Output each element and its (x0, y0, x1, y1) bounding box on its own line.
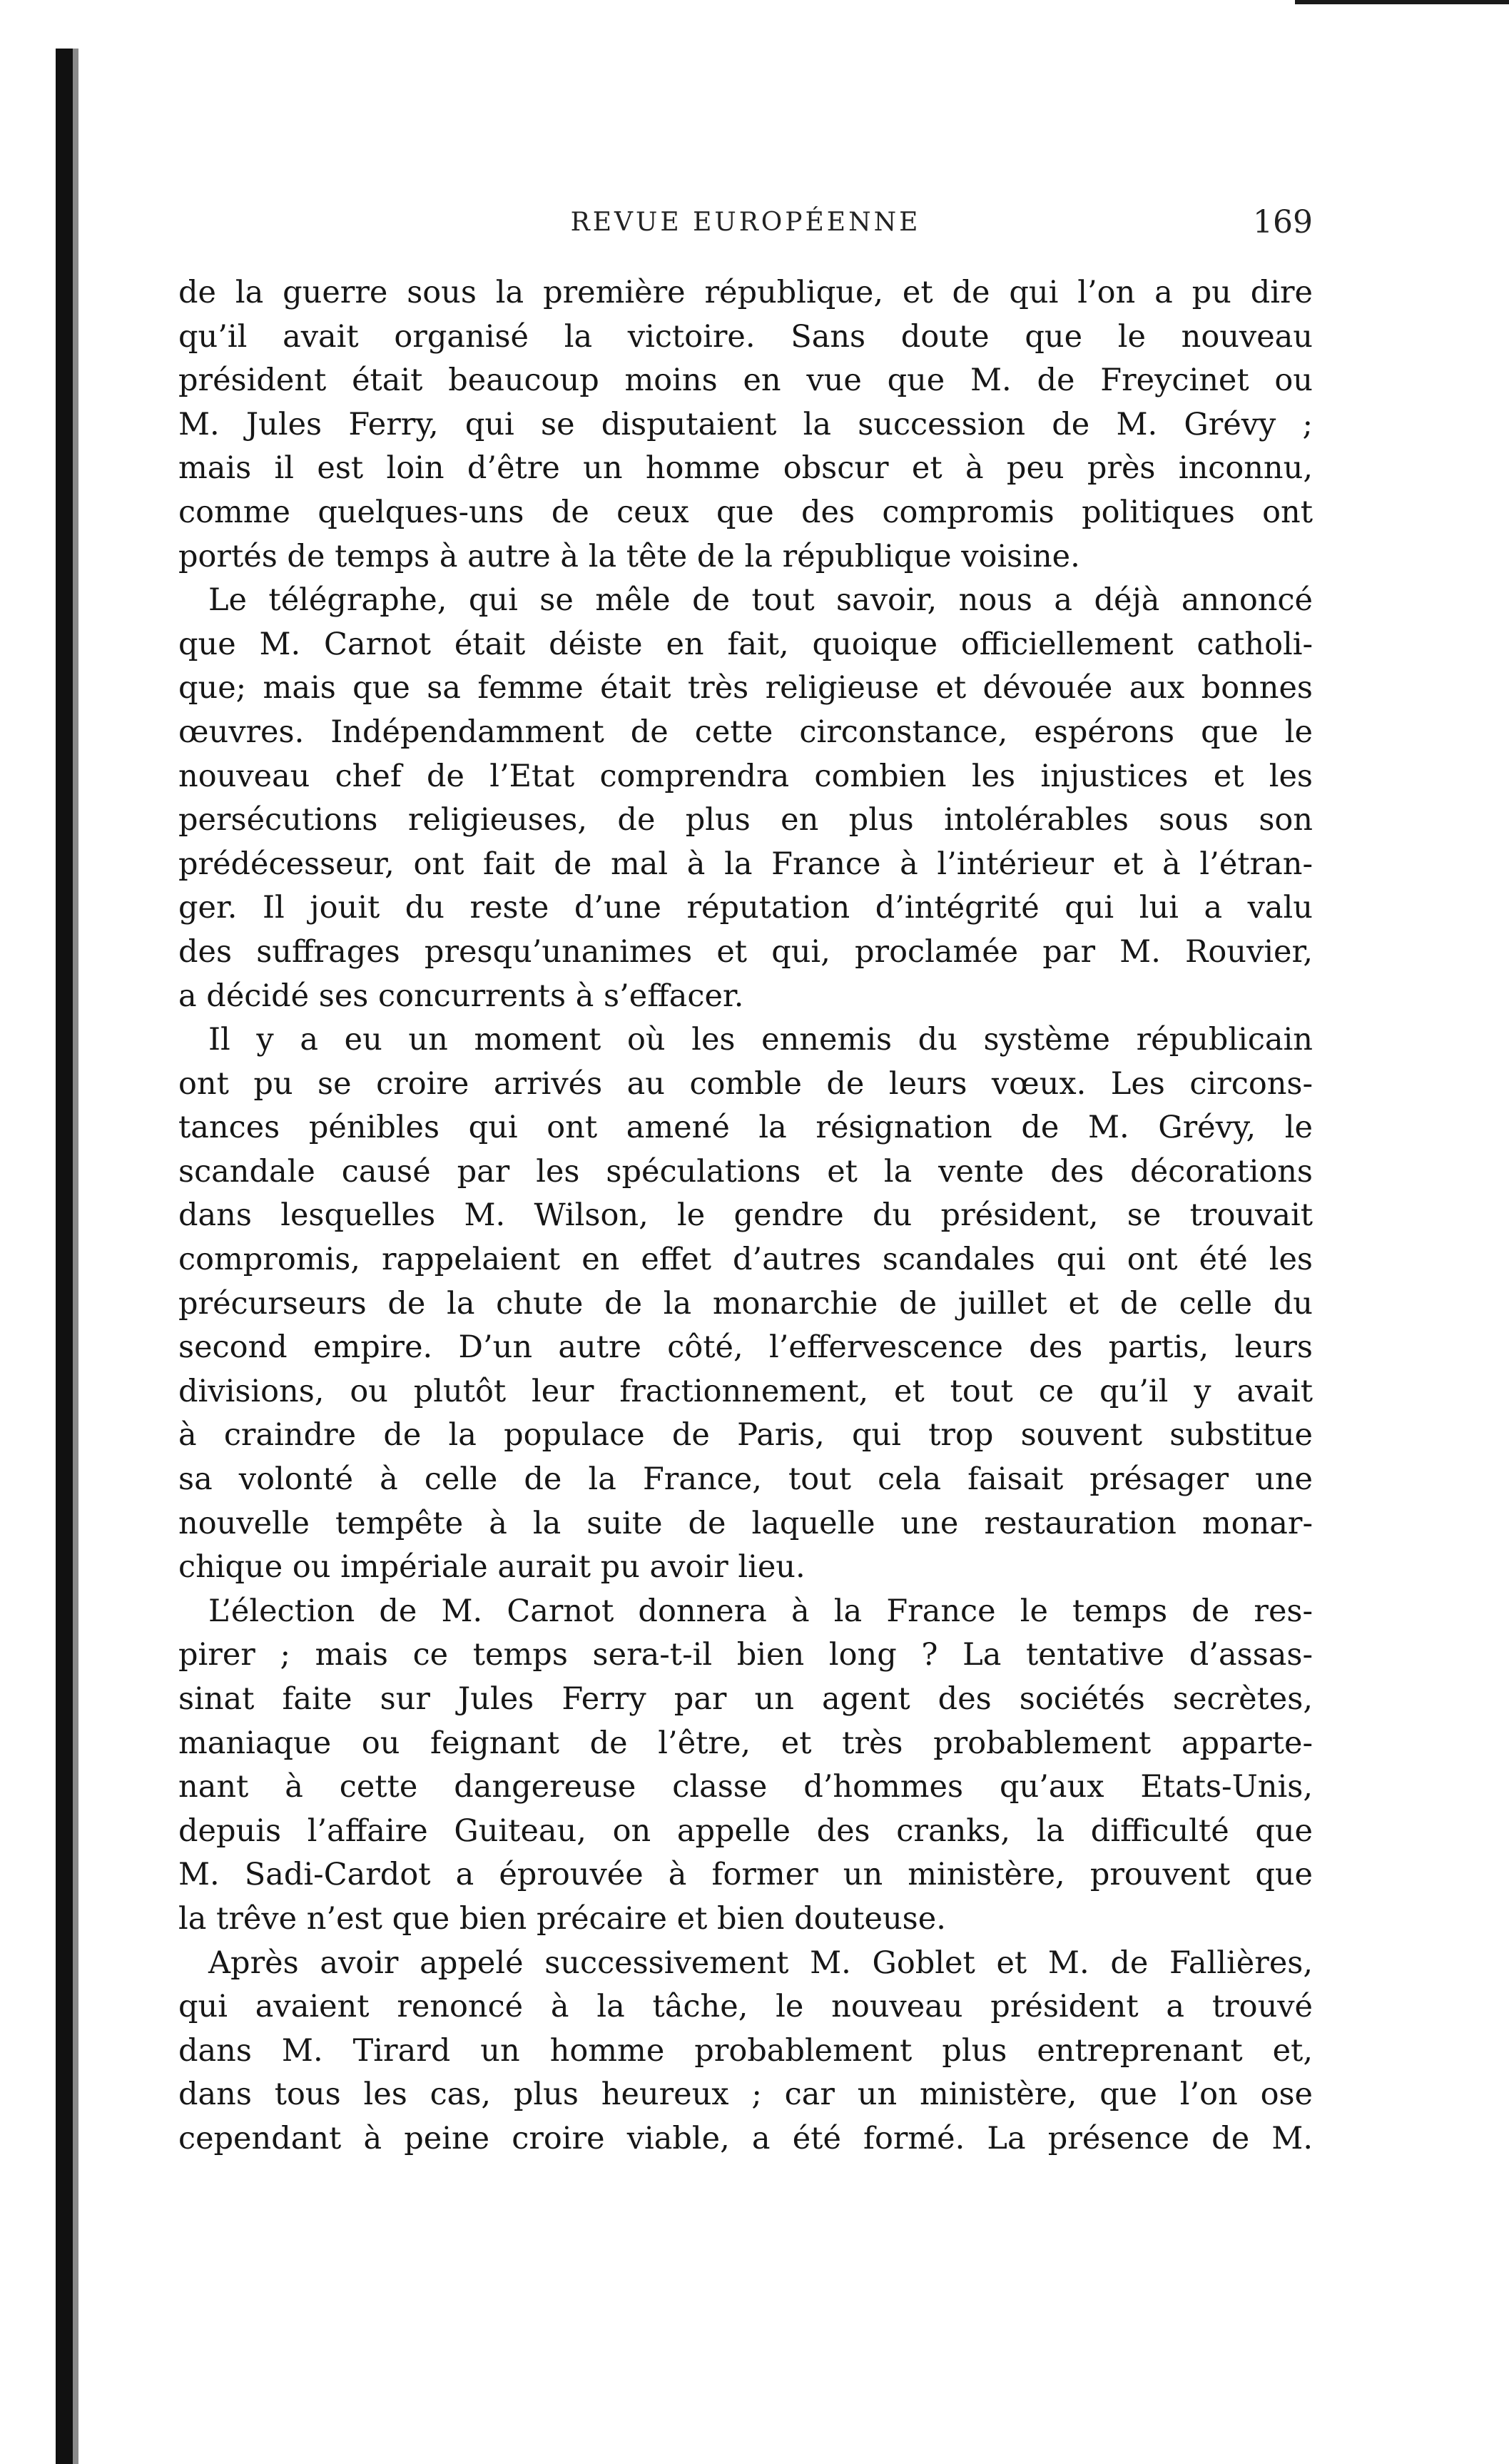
text-line: la trêve n’est que bien précaire et bien douteuse. (178, 1900, 946, 1937)
text-line: que M. Carnot était déiste en fait, quoique officiellement catholi- (178, 626, 1313, 662)
page-header (178, 201, 1313, 244)
text-line: depuis l’affaire Guiteau, on appelle des cranks, la difficulté que (178, 1812, 1313, 1849)
text-line: scandale causé par les spéculations et la vente des décorations (178, 1153, 1313, 1190)
text-line: à craindre de la populace de Paris, qui trop souvent substitue (178, 1417, 1313, 1454)
text-line: nouvelle tempête à la suite de laquelle une restauration monar- (178, 1505, 1313, 1541)
text-line: comme quelques-uns de ceux que des compromis politiques ont (178, 494, 1313, 530)
text-line: divisions, ou plutôt leur fractionnement, et tout ce qu’il y avait (178, 1373, 1313, 1409)
text-line: que; mais que sa femme était très religieuse et dévouée aux bonnes (178, 670, 1313, 706)
text-line: nouveau chef de l’Etat comprendra combien les injustices et les (178, 758, 1313, 794)
text-line: pirer ; mais ce temps sera-t-il bien long ? La tentative d’assas- (178, 1637, 1313, 1673)
text-line: M. Sadi-Cardot a éprouvée à former un ministère, prouvent que (178, 1857, 1313, 1893)
text-line: second empire. D’un autre côté, l’effervescence des partis, leurs (178, 1329, 1313, 1366)
text-line: compromis, rappelaient en effet d’autres scandales qui ont été les (178, 1242, 1313, 1278)
text-line: dans tous les cas, plus heureux ; car un ministère, que l’on ose (178, 2077, 1313, 2113)
text-line: Il y a eu un moment où les ennemis du système républicain (208, 1022, 1313, 1058)
text-line: sa volonté à celle de la France, tout cela faisait présager une (178, 1461, 1313, 1498)
text-line: persécutions religieuses, de plus en plus intolérables sous son (178, 802, 1313, 838)
text-line: Après avoir appelé successivement M. Goblet et M. de Fallières, (208, 1945, 1313, 1981)
text-line: mais il est loin d’être un homme obscur et à peu près inconnu, (178, 450, 1313, 487)
scan-binding-shadow (73, 49, 78, 2464)
text-line: cependant à peine croire viable, a été formé. La présence de M. (178, 2120, 1313, 2156)
text-line: œuvres. Indépendamment de cette circonstance, espérons que le (178, 714, 1313, 750)
text-line: qui avaient renoncé à la tâche, le nouveau président a trouvé (178, 1989, 1313, 2025)
text-line: tances pénibles qui ont amené la résignation de M. Grévy, le (178, 1110, 1313, 1146)
page-number: 169 (1253, 204, 1313, 240)
text-line: L’élection de M. Carnot donnera à la France le temps de res- (208, 1593, 1313, 1629)
text-line: Le télégraphe, qui se mêle de tout savoir, nous a déjà annoncé (208, 582, 1313, 619)
text-line: M. Jules Ferry, qui se disputaient la succession de M. Grévy ; (178, 406, 1313, 442)
text-line: portés de temps à autre à la tête de la république voisine. (178, 538, 1080, 574)
text-line: ont pu se croire arrivés au comble de leurs vœux. Les circons- (178, 1065, 1313, 1102)
text-line: président était beaucoup moins en vue que M. de Freycinet ou (178, 362, 1313, 399)
text-line: nant à cette dangereuse classe d’hommes qu’aux Etats-Unis, (178, 1769, 1313, 1805)
scan-binding-edge (56, 49, 73, 2464)
top-edge-rule (1295, 0, 1509, 4)
text-line: dans M. Tirard un homme probablement plus entreprenant et, (178, 2032, 1313, 2069)
text-line: a décidé ses concurrents à s’effacer. (178, 978, 744, 1014)
text-line: de la guerre sous la première république, et de qui l’on a pu dire (178, 275, 1313, 310)
text-line: précurseurs de la chute de la monarchie de juillet et de celle du (178, 1285, 1313, 1322)
text-line: ger. Il jouit du reste d’une réputation d’intégrité qui lui a valu (178, 890, 1313, 926)
text-line: sinat faite sur Jules Ferry par un agent des sociétés secrètes, (178, 1681, 1313, 1717)
body-text (178, 271, 1313, 2161)
text-line: des suffrages presqu’unanimes et qui, proclamée par M. Rouvier, (178, 933, 1313, 970)
text-line: maniaque ou feignant de l’être, et très probablement apparte- (178, 1725, 1313, 1761)
text-line: chique ou impériale aurait pu avoir lieu. (178, 1549, 806, 1586)
text-line: prédécesseur, ont fait de mal à la France à l’intérieur et à l’étran- (178, 846, 1313, 882)
text-line: qu’il avait organisé la victoire. Sans doute que le nouveau (178, 318, 1313, 355)
text-line: dans lesquelles M. Wilson, le gendre du président, se trouvait (178, 1197, 1313, 1234)
running-title: REVUE EUROPÉENNE (570, 208, 921, 237)
